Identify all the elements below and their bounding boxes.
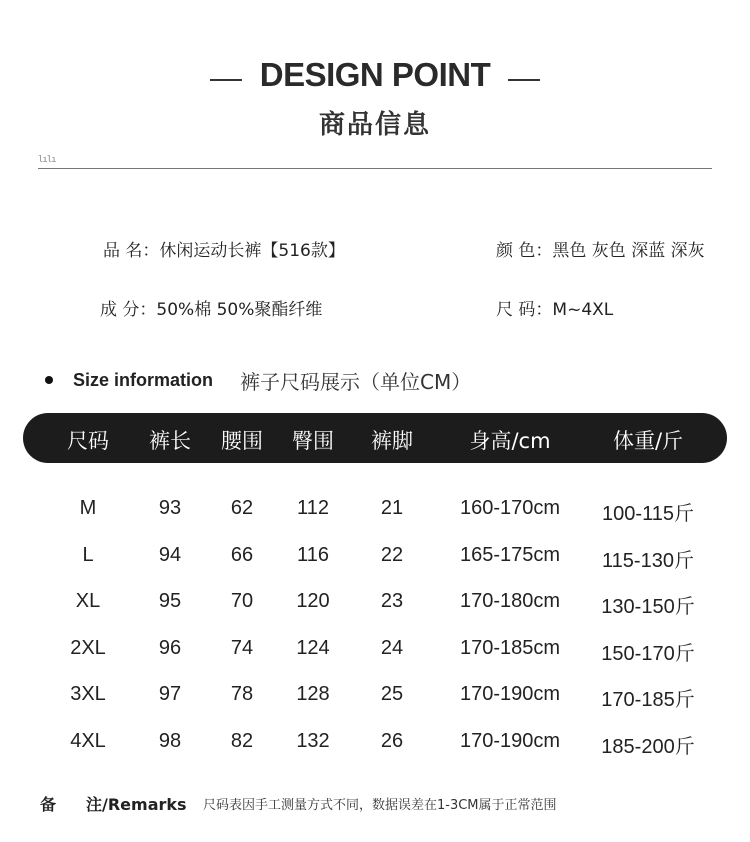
product-name-label: 品 名：	[103, 241, 160, 261]
table-cell: 170-190cm	[459, 683, 561, 705]
table-cell: M	[79, 497, 97, 519]
table-cell: 3XL	[70, 683, 106, 705]
table-cell: 78	[230, 683, 254, 705]
table-cell: XL	[75, 590, 101, 612]
table-cell: 120	[296, 590, 330, 612]
table-cell: 2XL	[70, 637, 106, 659]
table-cell: 115-130斤	[602, 550, 694, 572]
remarks-label-a: 备	[40, 795, 57, 814]
ruler-ticks: lılı	[38, 155, 56, 165]
table-cell: 98	[158, 730, 182, 752]
table-cell: 66	[230, 544, 254, 566]
heading-title-en: DESIGN POINT	[259, 56, 491, 93]
table-cell: 25	[380, 683, 404, 705]
table-cell: 112	[297, 497, 329, 519]
heading-title-cn: 商品信息	[318, 110, 431, 140]
table-cell: 185-200斤	[601, 736, 695, 758]
remarks-label	[40, 792, 187, 815]
table-cell: 170-185cm	[459, 637, 561, 659]
table-cell: 21	[380, 497, 404, 519]
table-cell: 130-150斤	[601, 596, 695, 618]
table-cell: 124	[296, 637, 330, 659]
divider-line	[38, 168, 712, 169]
product-size	[496, 295, 613, 320]
product-color-value: 黑色 灰色 深蓝 深灰	[552, 241, 705, 261]
remarks-label-b: 注/Remarks	[86, 795, 187, 814]
product-material	[100, 295, 322, 320]
product-color-label: 颜 色：	[496, 241, 553, 261]
table-cell: 132	[296, 730, 330, 752]
table-cell: 170-190cm	[459, 730, 561, 752]
table-cell: 93	[158, 497, 182, 519]
bullet-dot	[45, 376, 53, 384]
table-cell: 26	[380, 730, 404, 752]
table-cell: 160-170cm	[459, 497, 561, 519]
table-header-cell: 腰围	[221, 429, 263, 453]
table-header-cell: 裤脚	[371, 429, 413, 453]
table-header-cell: 尺码	[67, 429, 109, 453]
product-material-label: 成 分：	[100, 300, 157, 320]
table-cell: 95	[158, 590, 182, 612]
table-cell: 165-175cm	[459, 544, 561, 566]
table-cell: 4XL	[70, 730, 106, 752]
table-cell: 116	[297, 544, 329, 566]
product-name-value: 休闲运动长裤【516款】	[159, 241, 345, 261]
table-cell: 22	[380, 544, 404, 566]
left-dash	[210, 79, 242, 81]
table-cell: 23	[380, 590, 404, 612]
table-cell: 24	[380, 637, 404, 659]
table-header-cell: 臀围	[292, 429, 334, 453]
table-header-cell: 体重/斤	[612, 429, 684, 453]
product-color	[496, 236, 705, 261]
table-cell: 100-115斤	[602, 503, 694, 525]
table-cell: 170-180cm	[459, 590, 561, 612]
product-size-value: M~4XL	[552, 300, 614, 320]
product-name	[103, 236, 345, 261]
size-info-title-cn: 裤子尺码展示（单位CM）	[240, 370, 472, 394]
table-cell: 128	[296, 683, 330, 705]
table-cell: L	[82, 544, 94, 566]
product-size-label: 尺 码：	[496, 300, 553, 320]
remarks-text: 尺码表因手工测量方式不同，数据误差在1-3CM属于正常范围	[203, 798, 557, 813]
table-cell: 94	[158, 544, 182, 566]
table-cell: 97	[158, 683, 182, 705]
table-cell: 74	[230, 637, 254, 659]
table-cell: 170-185斤	[601, 689, 695, 711]
table-header-cell: 身高/cm	[469, 429, 551, 453]
product-material-value: 50%棉 50%聚酯纤维	[156, 300, 323, 320]
size-info-title-en: Size information	[73, 370, 214, 390]
table-cell: 62	[230, 497, 254, 519]
right-dash	[508, 79, 540, 81]
table-cell: 96	[158, 637, 182, 659]
table-cell: 82	[230, 730, 254, 752]
table-header-cell: 裤长	[149, 429, 191, 453]
design-point-heading	[0, 56, 750, 140]
table-cell: 70	[230, 590, 254, 612]
table-cell: 150-170斤	[601, 643, 695, 665]
